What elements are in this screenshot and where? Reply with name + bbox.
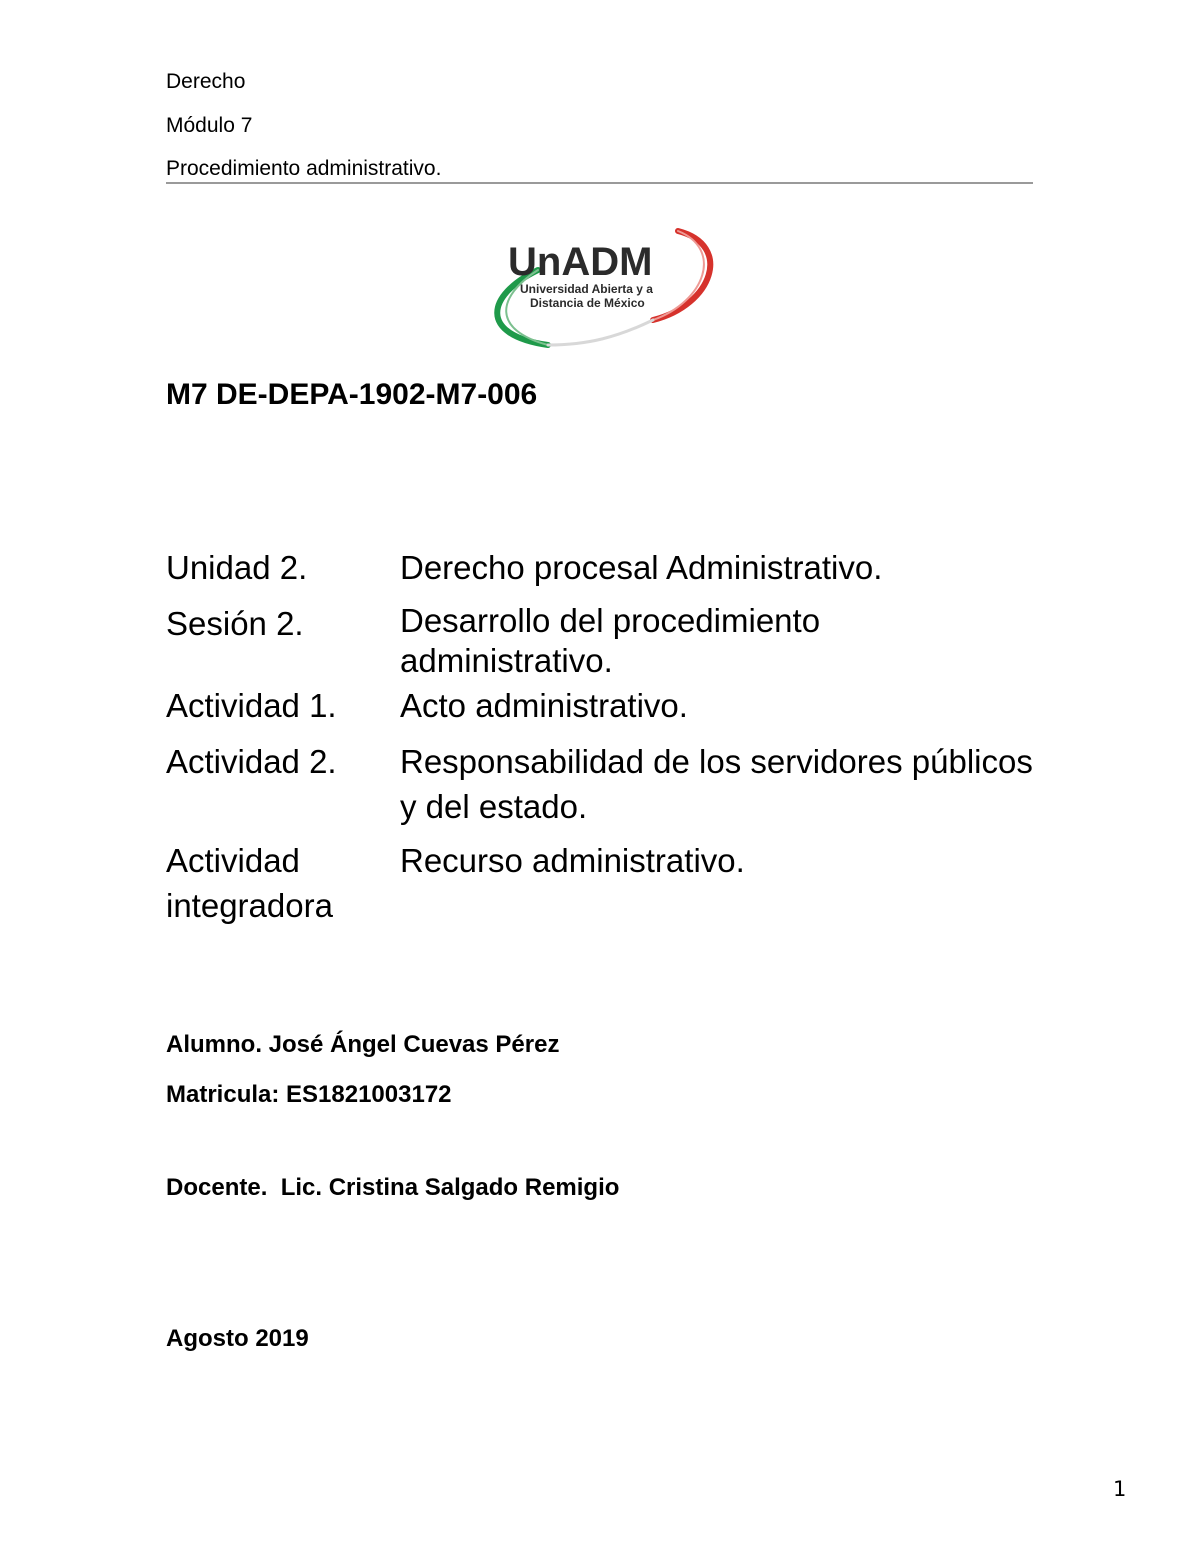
header-module: Módulo 7: [166, 114, 253, 137]
course-code: M7 DE-DEPA-1902-M7-006: [166, 378, 538, 411]
item-label: Actividad 1.: [166, 687, 337, 724]
date: Agosto 2019: [166, 1325, 309, 1352]
unadm-logo: [478, 225, 728, 355]
item-description: Responsabilidad de los servidores públicos y del estado.: [400, 743, 1033, 825]
item-description: Derecho procesal Administrativo.: [400, 549, 883, 586]
logo-subtitle-2: Distancia de México: [530, 296, 645, 310]
header-subject: Derecho: [166, 70, 246, 93]
item-label: Unidad 2.: [166, 549, 308, 586]
logo-wordmark: UnADM: [508, 240, 653, 284]
item-description: Acto administrativo.: [400, 687, 688, 724]
item-description: Recurso administrativo.: [400, 842, 745, 879]
item-label: Actividad integradora: [166, 842, 333, 924]
logo-subtitle-1: Universidad Abierta y a: [520, 282, 653, 296]
unadm-logo-graphic: [478, 225, 728, 355]
item-description: Desarrollo del procedimiento administrativo.: [400, 602, 821, 679]
header-rule: [166, 182, 1033, 184]
enrollment-number: Matricula: ES1821003172: [166, 1081, 452, 1108]
item-label: Actividad 2.: [166, 743, 337, 780]
teacher-name: Docente. Lic. Cristina Salgado Remigio: [166, 1174, 620, 1201]
page-number: 1: [1113, 1477, 1127, 1501]
header-topic: Procedimiento administrativo.: [166, 157, 442, 180]
item-label: Sesión 2.: [166, 605, 304, 642]
student-name: Alumno. José Ángel Cuevas Pérez: [166, 1031, 560, 1058]
